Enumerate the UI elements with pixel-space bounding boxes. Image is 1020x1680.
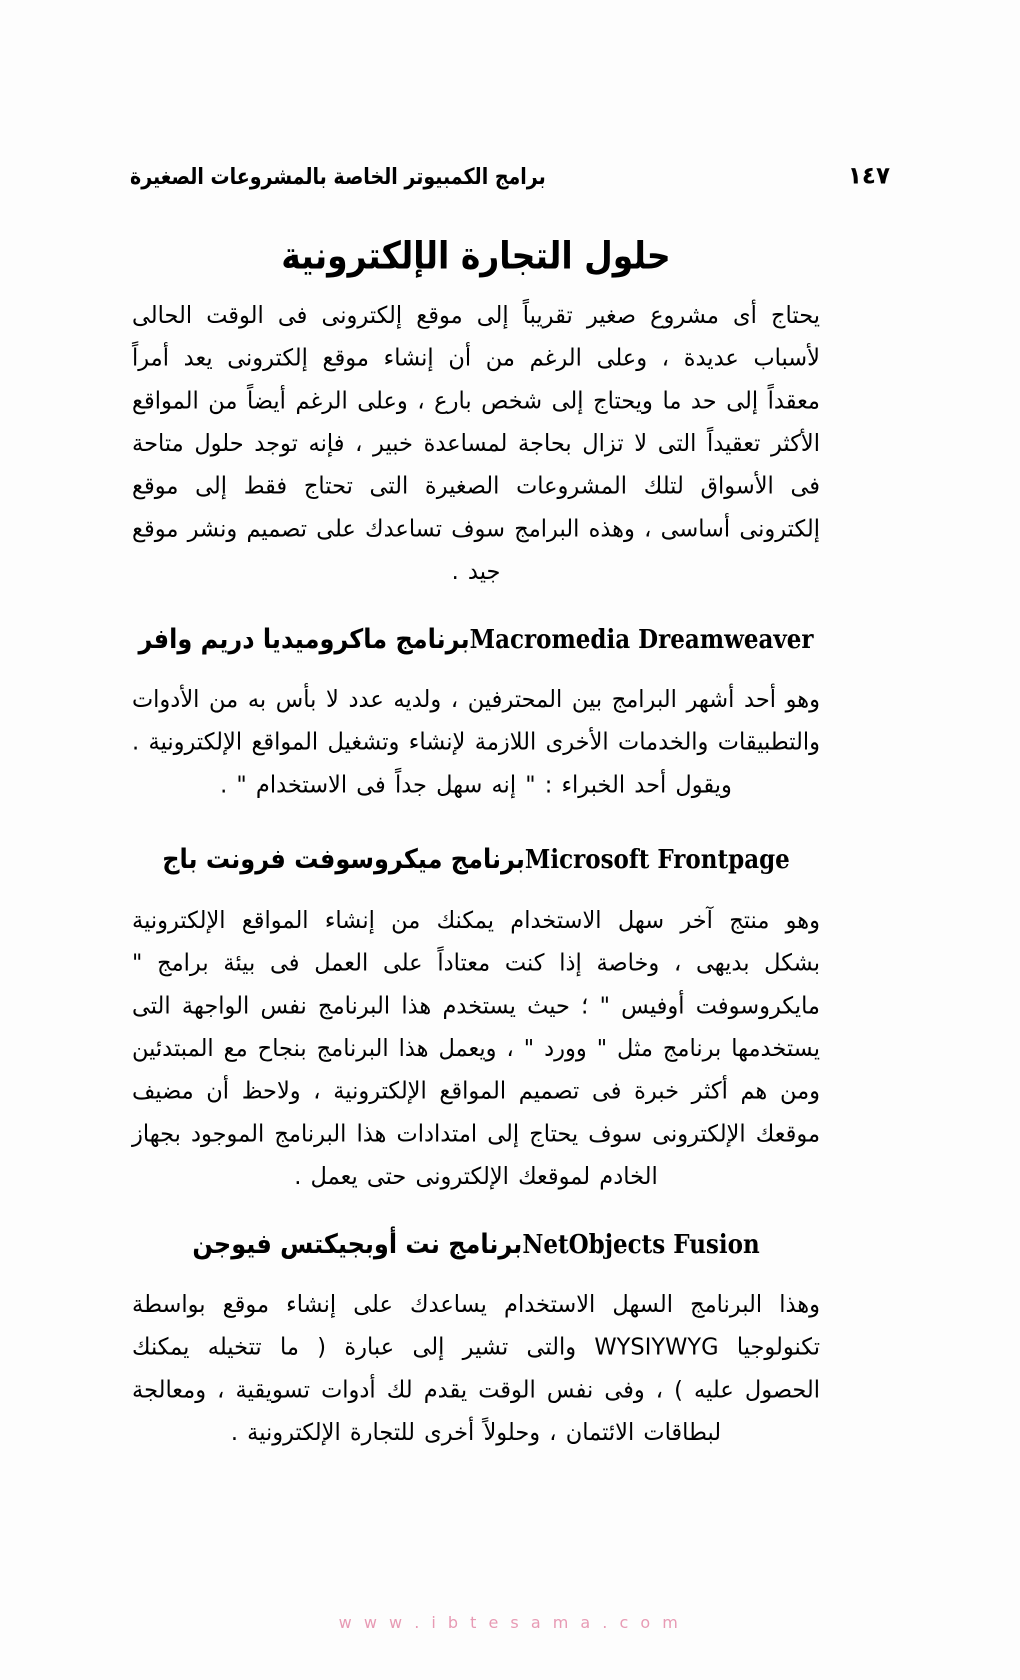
section-heading-latin: Macromedia Dreamweaver (469, 624, 814, 655)
section-heading (132, 842, 820, 877)
chapter-title: حلول التجارة الإلكترونية (281, 233, 671, 278)
section-netobjects (132, 1227, 820, 1448)
intro-paragraph: يحتاج أى مشروع صغير تقريباً إلى موقع إلكترونى فى الوقت الحالى لأسباب عديدة ، وعلى الرغم من أن إنشاء موقع إلكترونى يعد أمراً معقداً إلى حد ما ويحتاج إلى شخص بارع ، وعلى الرغم أيضاً من المواقع الأكثر تعقيداً التى لا تزال بحاجة لمساعدة خبير ، فإنه توجد حلول متاحة فى الأسواق لتلك المشروعات الصغيرة التى تحتاج فقط إلى موقع إلكترونى أساسى ، وهذه البرامج سوف تساعدك على تصميم ونشر موقع جيد . (132, 302, 820, 586)
section-heading-latin: NetObjects Fusion (522, 1228, 760, 1260)
running-header-title: برامج الكمبيوتر الخاصة بالمشروعات الصغيرة (130, 164, 546, 190)
section-paragraph: وهو أحد أشهر البرامج بين المحترفين ، ولديه عدد لا بأس به من الأدوات والتطبيقات والخدمات الأخرى اللازمة لإنشاء وتشغيل المواقع الإلكترونية . ويقول أحد الخبراء : " إنه سهل جداً فى الاستخدام " . (132, 686, 820, 800)
section-frontpage (132, 842, 820, 1190)
section-dreamweaver (132, 622, 820, 802)
section-paragraph: وهذا البرنامج السهل الاستخدام يساعدك على إنشاء موقع بواسطة تكنولوجيا WYSIYWYG والتى تشير إلى عبارة ( ما تتخيله يمكنك الحصول عليه ) ، وفى نفس الوقت يقدم لك أدوات تسويقية ، ومعالجة لبطاقات الائتمان ، وحلولاً أخرى للتجارة الإلكترونية . (132, 1291, 820, 1447)
section-heading (132, 622, 820, 657)
section-paragraph: وهو منتج آخر سهل الاستخدام يمكنك من إنشاء المواقع الإلكترونية بشكل بديهى ، وخاصة إذا كنت معتاداً على العمل فى بيئة برامج " مايكروسوفت أوفيس " ؛ حيث يستخدم هذا البرنامج نفس الواجهة التى يستخدمها برنامج مثل " وورد " ، ويعمل هذا البرنامج بنجاح مع المبتدئين ومن هم أكثر خبرة فى تصميم المواقع الإلكترونية ، ولاحظ أن مضيف موقعك الإلكترونى سوف يحتاج إلى امتدادات هذا البرنامج الموجود بجهاز الخادم لموقعك الإلكترونى حتى يعمل . (132, 906, 820, 1190)
section-heading-arabic: برنامج ماكروميديا دريم وافر (138, 623, 470, 655)
content-column (132, 232, 820, 1448)
section-heading-arabic: برنامج نت أوبجيكتس فيوجن (192, 1227, 523, 1260)
page-number: ١٤٧ (847, 162, 890, 190)
section-heading (132, 1227, 820, 1262)
section-heading-latin: Microsoft Frontpage (524, 844, 790, 875)
footer-watermark: w w w . i b t e s a m a . c o m (338, 1613, 682, 1632)
running-header (130, 156, 890, 190)
section-heading-arabic: برنامج ميكروسوفت فرونت باج (162, 843, 525, 875)
